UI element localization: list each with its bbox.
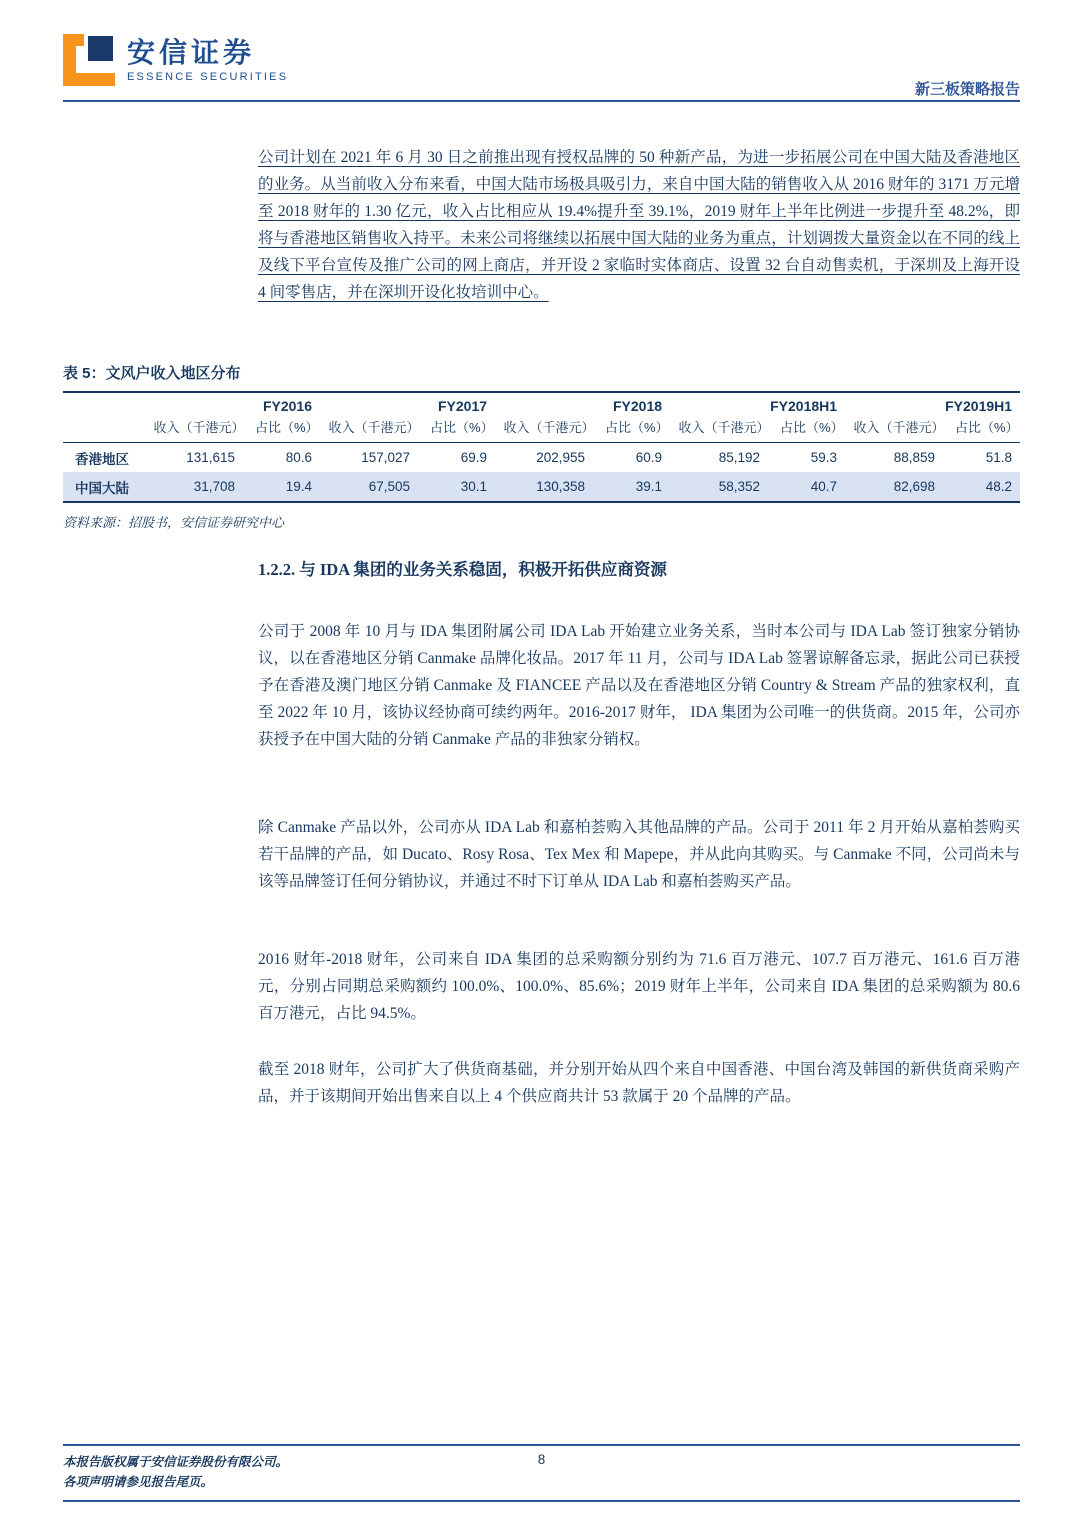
section-heading: 1.2.2. 与 IDA 集团的业务关系稳固，积极开拓供应商资源	[258, 560, 667, 579]
cell-value: 69.9	[460, 450, 488, 465]
subheader-income: 收入（千港元）	[153, 420, 245, 435]
body-paragraph: 除 Canmake 产品以外，公司亦从 IDA Lab 和嘉柏荟购入其他品牌的产品。公司于 2011 年 2 月开始从嘉柏荟购买若干品牌的产品，如 Ducato、Rosy Rosa、Tex Mex 和 Mapepe，并从此向其购买。与 Canmake 不同，公司尚未与该等品牌签订任何分销协议，并通过不时下订单从 IDA Lab 和嘉柏荟购买产品。	[258, 818, 1020, 890]
source-note: 资料来源：招股书，安信证券研究中心	[63, 515, 285, 530]
subheader-income: 收入（千港元）	[328, 420, 420, 435]
period-header-fy2016: FY2016	[262, 398, 313, 414]
period-header-fy2018h1: FY2018H1	[770, 398, 838, 414]
brand-text	[127, 34, 288, 83]
cell-value: 51.8	[985, 450, 1013, 465]
brand-logo-icon	[63, 34, 115, 86]
footer-divider-bottom	[63, 1500, 1020, 1502]
row-label: 香港地区	[75, 451, 129, 467]
page-number: 8	[537, 1452, 546, 1467]
table-subheader-row	[63, 416, 1020, 443]
subheader-share: 占比（%）	[955, 420, 1019, 435]
row-label: 中国大陆	[75, 480, 129, 496]
subheader-share: 占比（%）	[255, 420, 319, 435]
period-header-fy2017: FY2017	[437, 398, 488, 414]
cell-value: 157,027	[361, 450, 411, 465]
body-paragraph: 截至 2018 财年，公司扩大了供货商基础，并分别开始从四个来自中国香港、中国台湾及韩国的新供货商采购产品，并于该期间开始出售来自以上 4 个供应商共计 53 款属于 20 个品牌的产品。	[258, 1060, 1020, 1105]
cell-value: 60.9	[635, 450, 663, 465]
cell-value: 31,708	[193, 479, 235, 494]
cell-value: 40.7	[810, 479, 838, 494]
table-period-row	[63, 392, 1020, 416]
disclaimer-line: 各项声明请参见报告尾页。	[63, 1475, 214, 1489]
cell-value: 30.1	[460, 479, 488, 494]
cell-value: 48.2	[985, 479, 1013, 494]
revenue-by-region-table	[63, 391, 1020, 503]
cell-value: 59.3	[810, 450, 838, 465]
intro-paragraph: 公司计划在 2021 年 6 月 30 日之前推出现有授权品牌的 50 种新产品，为进一步拓展公司在中国大陆及香港地区的业务。从当前收入分布来看，中国大陆市场极具吸引力，来自中国大陆的销售收入从 2016 财年的 3171 万元增至 2018 财年的 1.30 亿元，收入占比相应从 19.4%提升至 39.1%，2019 财年上半年比例进一步提升至 48.2%，即将与香港地区销售收入持平。未来公司将继续以拓展中国大陆的业务为重点，计划调拨大量资金以在不同的线上及线下平台宣传及推广公司的网上商店，并开设 2 家临时实体商店、设置 32 台自动售卖机，于深圳及上海开设 4 间零售店，并在深圳开设化妆培训中心。	[258, 148, 1020, 301]
page-header	[63, 34, 1020, 102]
report-type-label: 新三板策略报告	[914, 82, 1020, 98]
body-paragraph: 公司于 2008 年 10 月与 IDA 集团附属公司 IDA Lab 开始建立业务关系，当时本公司与 IDA Lab 签订独家分销协议，以在香港地区分销 Canmake 品牌化妆品。2017 年 11 月，公司与 IDA Lab 签署谅解备忘录，据此公司已获授予在香港及澳门地区分销 Canmake 及 FIANCEE 产品以及在香港地区分销 Country & Stream 产品的独家权利，直至 2022 年 10 月，该协议经协商可续约两年。2016-2017 财年， IDA 集团为公司唯一的供货商。2015 年，公司亦获授予在中国大陆的分销 Canmake 产品的非独家分销权。	[258, 622, 1020, 748]
subheader-income: 收入（千港元）	[853, 420, 945, 435]
body-paragraph: 2016 财年-2018 财年，公司来自 IDA 集团的总采购额分别约为 71.6 百万港元、107.7 百万港元、161.6 百万港元，分别占同期总采购额约 100.0%、100.0%、85.6%；2019 财年上半年，公司来自 IDA 集团的总采购额为 80.6 百万港元，占比 94.5%。	[258, 950, 1020, 1022]
cell-value: 58,352	[718, 479, 761, 494]
subheader-income: 收入（千港元）	[503, 420, 595, 435]
table-block	[63, 362, 1020, 531]
footer-body	[63, 1446, 1020, 1500]
table-row-mainland	[63, 472, 1020, 502]
brand-name-en: ESSENCE SECURITIES	[127, 71, 289, 83]
cell-value: 131,615	[186, 450, 235, 465]
subheader-income: 收入（千港元）	[678, 420, 770, 435]
table-title: 表 5：文风户收入地区分布	[63, 365, 241, 382]
table-corner-cell	[63, 392, 145, 416]
brand	[63, 34, 1020, 86]
subheader-share: 占比（%）	[605, 420, 669, 435]
subheader-share: 占比（%）	[780, 420, 844, 435]
cell-value: 67,505	[368, 479, 411, 494]
cell-value: 88,859	[893, 450, 936, 465]
cell-value: 202,955	[536, 450, 586, 465]
cell-value: 39.1	[635, 479, 663, 494]
subheader-share: 占比（%）	[430, 420, 494, 435]
header-divider	[63, 100, 1020, 102]
table-row-hongkong	[63, 443, 1020, 473]
period-header-fy2019h1: FY2019H1	[945, 398, 1013, 414]
cell-value: 19.4	[285, 479, 313, 494]
copyright-line: 本报告版权属于安信证券股份有限公司。	[63, 1455, 289, 1469]
page-content	[63, 126, 1020, 1426]
page-footer	[63, 1444, 1020, 1502]
cell-value: 130,358	[536, 479, 586, 494]
brand-name-cn: 安信证券	[127, 37, 256, 68]
table-corner-cell	[63, 416, 145, 443]
cell-value: 85,192	[718, 450, 761, 465]
period-header-fy2018: FY2018	[613, 398, 663, 414]
cell-value: 80.6	[285, 450, 313, 465]
cell-value: 82,698	[893, 479, 936, 494]
